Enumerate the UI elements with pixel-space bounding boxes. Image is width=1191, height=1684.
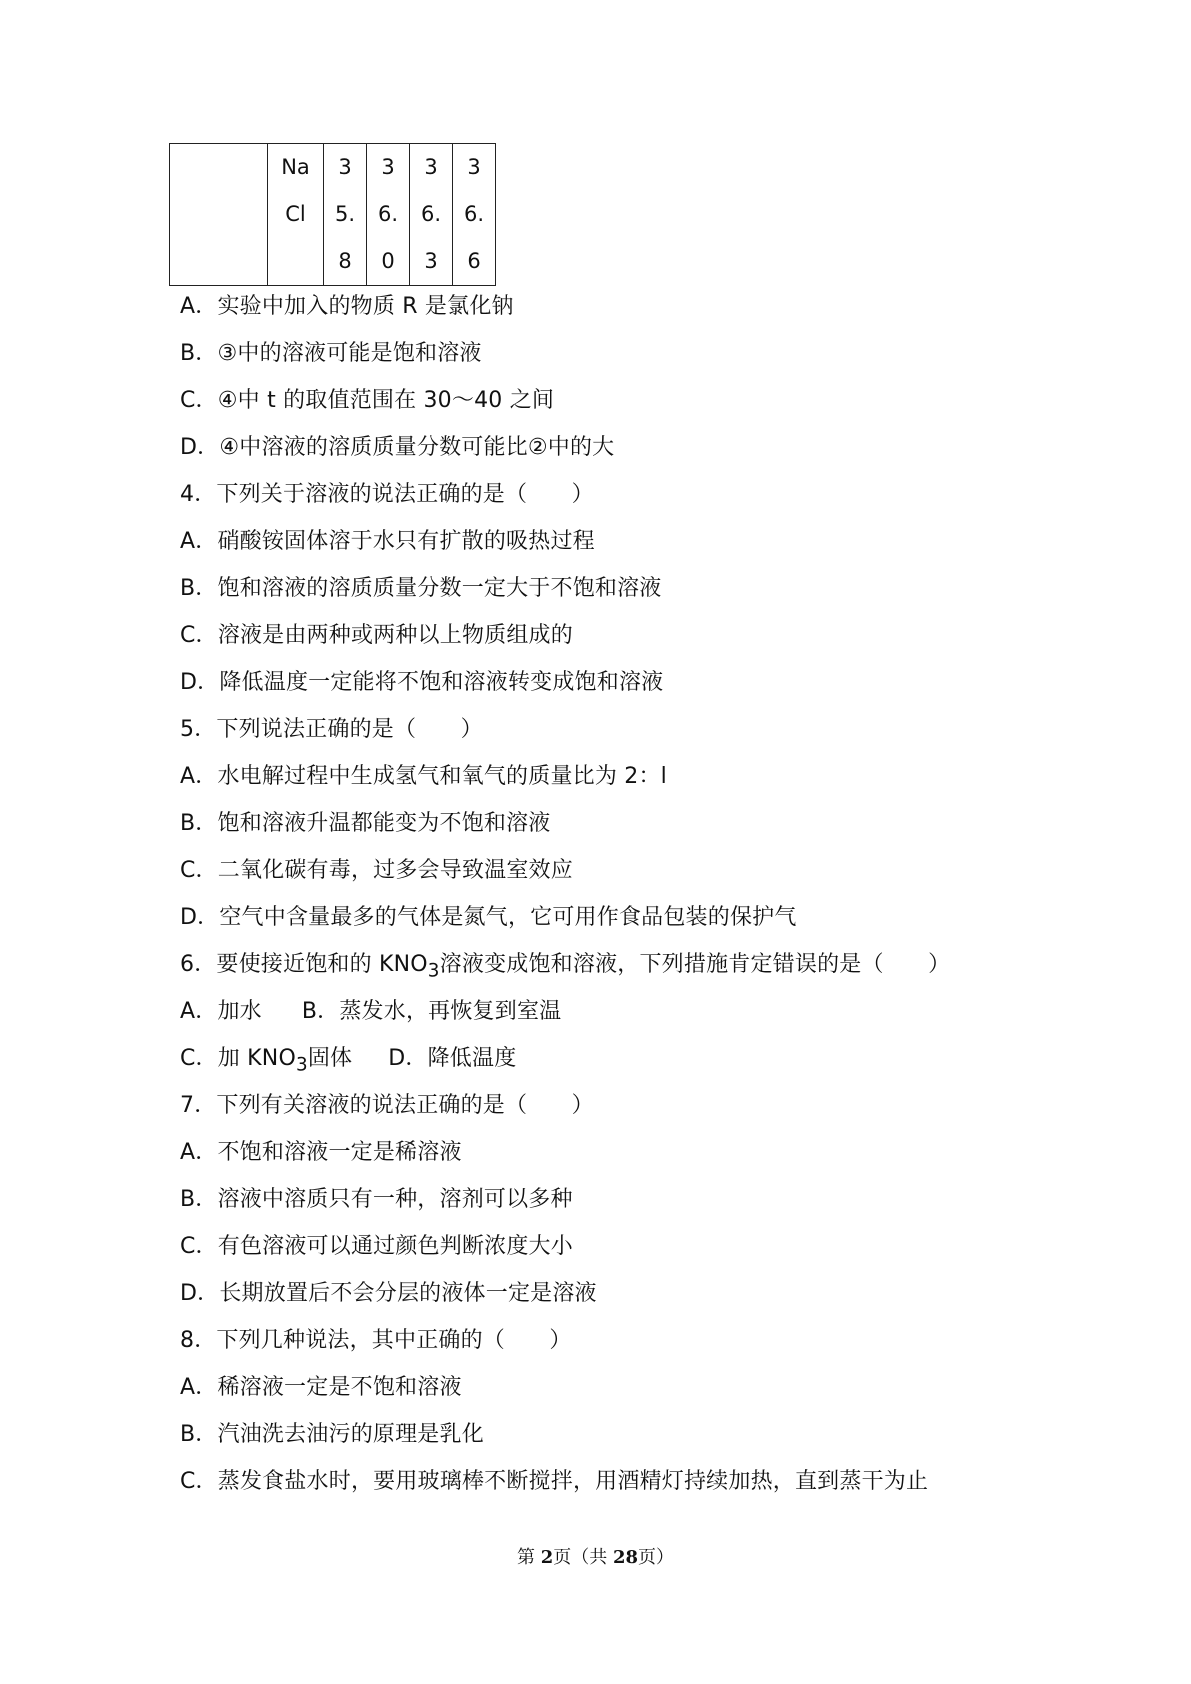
table-cell-text: 0 [381,249,395,273]
option-c: C．加 KNO [180,1046,296,1071]
option-line: A．硝酸铵固体溶于水只有扩散的吸热过程 [180,529,595,554]
option-line [180,1044,516,1080]
table-cell-text: Cl [285,202,306,226]
option-line: D．④中溶液的溶质质量分数可能比②中的大 [180,435,615,460]
option-line: B．汽油洗去油污的原理是乳化 [180,1422,484,1447]
table-value-cell [367,144,410,286]
table-cell-text: 3 [424,249,438,273]
table-row [170,144,496,286]
question-text: 溶液变成饱和溶液，下列措施肯定错误的是（ ） [439,952,951,977]
table-substance-cell [268,144,324,286]
option-line: D．空气中含量最多的气体是氮气，它可用作食品包装的保护气 [180,905,797,930]
question-line: 4．下列关于溶液的说法正确的是（ ） [180,482,594,507]
option-line [180,997,561,1027]
page-footer [0,1546,1191,1570]
option-line: A．水电解过程中生成氢气和氧气的质量比为 2：l [180,764,667,789]
option-line: C．二氧化碳有毒，过多会导致温室效应 [180,858,573,883]
option-line: D．长期放置后不会分层的液体一定是溶液 [180,1281,597,1306]
table-cell-text: 6. [463,202,485,226]
table-value-cell [324,144,367,286]
table-value-cell [453,144,496,286]
option-a: A．加水 [180,999,262,1024]
option-line: A．不饱和溶液一定是稀溶液 [180,1140,462,1165]
table-value-cell [410,144,453,286]
subscript: 3 [427,960,440,982]
question-line [180,950,950,986]
table-cell-text: 3 [381,155,395,179]
table-cell-text: 5. [334,202,356,226]
option-line: B．③中的溶液可能是饱和溶液 [180,341,482,366]
table-blank-cell [170,144,268,286]
table-cell-text: 6 [467,249,481,273]
option-d: D．降低温度 [388,1046,517,1071]
question-line: 7．下列有关溶液的说法正确的是（ ） [180,1093,594,1118]
footer-text: 页（共 [553,1547,613,1568]
table-cell-text: Na [281,155,310,179]
option-line: B．饱和溶液的溶质质量分数一定大于不饱和溶液 [180,576,662,601]
question-line: 8．下列几种说法，其中正确的（ ） [180,1328,572,1353]
table-cell-text: 3 [338,155,352,179]
footer-text: 页） [638,1547,675,1568]
option-c-suffix: 固体 [307,1046,353,1071]
solubility-table-fragment [169,143,496,286]
option-line: B．饱和溶液升温都能变为不饱和溶液 [180,811,551,836]
table-cell-text: 3 [467,155,481,179]
option-line: B．溶液中溶质只有一种，溶剂可以多种 [180,1187,573,1212]
option-line: A．实验中加入的物质 R 是氯化钠 [180,294,514,319]
option-line: C．蒸发食盐水时，要用玻璃棒不断搅拌，用酒精灯持续加热，直到蒸干为止 [180,1469,929,1494]
subscript: 3 [295,1054,308,1076]
option-line: C．④中 t 的取值范围在 30～40 之间 [180,388,555,413]
question-line: 5．下列说法正确的是（ ） [180,717,483,742]
option-line: A．稀溶液一定是不饱和溶液 [180,1375,462,1400]
table-cell-text: 8 [338,249,352,273]
option-b: B．蒸发水，再恢复到室温 [301,999,562,1024]
table-cell-text: 6. [377,202,399,226]
total-pages: 28 [612,1547,639,1568]
option-line: D．降低温度一定能将不饱和溶液转变成饱和溶液 [180,670,664,695]
table-cell-text: 6. [420,202,442,226]
footer-text: 第 [516,1547,541,1568]
table-cell-text: 3 [424,155,438,179]
page-number: 2 [540,1547,554,1568]
question-text: 6．要使接近饱和的 KNO [180,952,428,977]
option-line: C．溶液是由两种或两种以上物质组成的 [180,623,573,648]
option-line: C．有色溶液可以通过颜色判断浓度大小 [180,1234,573,1259]
